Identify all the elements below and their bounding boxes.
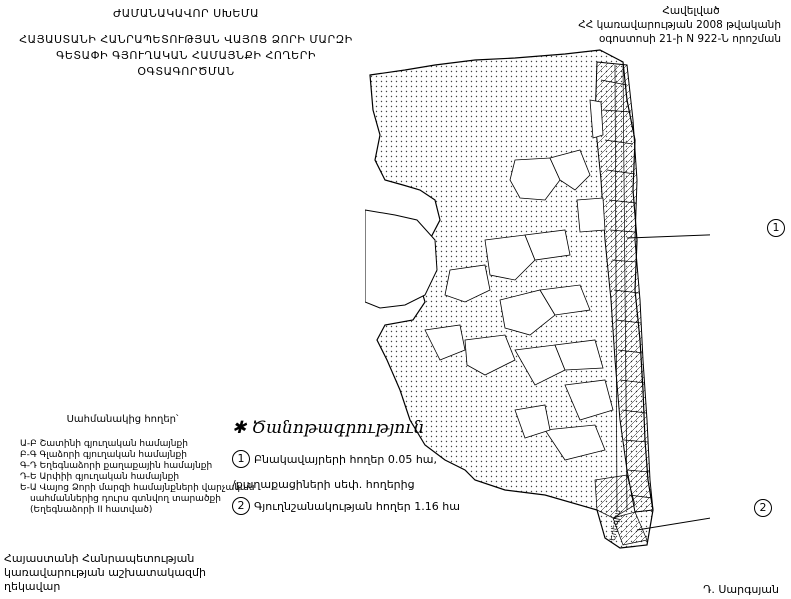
map-title: [0, 6, 372, 80]
approval-line-3: օգոստոսի 21-ի N 922-Ն որոշման: [598, 33, 781, 45]
legend-text-1: Բնակավայրերի հողեր 0.05 հա,: [254, 452, 438, 466]
legend-text-1-cont: /քաղաքացիների սեփ. հողերից: [232, 478, 415, 491]
neighbor-subitem: (Եղեգնաձորի II հատված): [30, 505, 153, 515]
neighbor-subitem: սահմաններից դուրս գտնվող տարածքի: [30, 494, 221, 504]
legend-number-1: 1: [232, 450, 250, 468]
star-icon: ✱: [232, 418, 247, 438]
legend-text-2: Գյուղնշանակության հողեր 1.16 հա: [254, 499, 460, 513]
legend-title: Ծանոթագրություն: [251, 418, 425, 438]
neighbor-item: Դ-Ե Արփիի գյուղական համայնքի: [20, 472, 180, 482]
neighbors-title: Սահմանակից հողեր՝: [66, 414, 179, 425]
neighbor-item: Ա-Բ Շատինի գյուղական համայնքի: [20, 439, 188, 449]
neighbor-item: Ե-Ա Վայոց Ձորի մարզի համայնքների վարչական: [20, 483, 255, 493]
road-label: Եղեգիս: [608, 509, 623, 542]
leader-line-1: [627, 233, 710, 238]
legend-row-1: [232, 448, 502, 470]
neighbor-item: Բ-Գ Գլաձորի գյուղական համայնքի: [20, 450, 187, 460]
footer-line-1: Հայաստանի Հանրապետության: [4, 552, 195, 565]
inlet-left: [365, 210, 437, 308]
map-marker-2: 2: [754, 499, 772, 517]
signatory-name: Դ. Սարգսյան: [703, 583, 779, 596]
signature-block: [4, 552, 234, 594]
approval-line-1: Հավելված: [662, 5, 720, 17]
neighbors-list: [20, 414, 255, 516]
approval-line-2: ՀՀ կառավարության 2008 թվականի: [578, 19, 781, 31]
legend-row-2: [232, 495, 502, 517]
title-line-3: ԳԵՏԱՓԻ ԳՅՈՒՂԱԿԱՆ ՀԱՄԱՅՆՔԻ ՀՈՂԵՐԻ: [56, 49, 316, 62]
title-line-1: ԺԱՄԱՆԱԿԱՎՈՐ ՍԽԵՄԱ: [112, 7, 260, 20]
legend: [232, 418, 502, 517]
footer-line-3: ղեկավար: [4, 580, 61, 593]
title-line-2: ՀԱՅԱՍՏԱՆԻ ՀԱՆՐԱՊԵՏՈՒԹՅԱՆ ՎԱՅՈՑ ՁՈՐԻ ՄԱՐԶԻ: [19, 33, 353, 46]
neighbor-item: Գ-Դ Եղեգնաձորի քաղաքային համայնքի: [20, 461, 213, 471]
footer-line-2: կառավարության աշխատակազմի: [4, 566, 206, 579]
map-marker-1: 1: [767, 219, 785, 237]
title-line-4: ՕԳՏԱԳՈՐԾՄԱՆ: [137, 65, 235, 78]
legend-number-2: 2: [232, 497, 250, 515]
